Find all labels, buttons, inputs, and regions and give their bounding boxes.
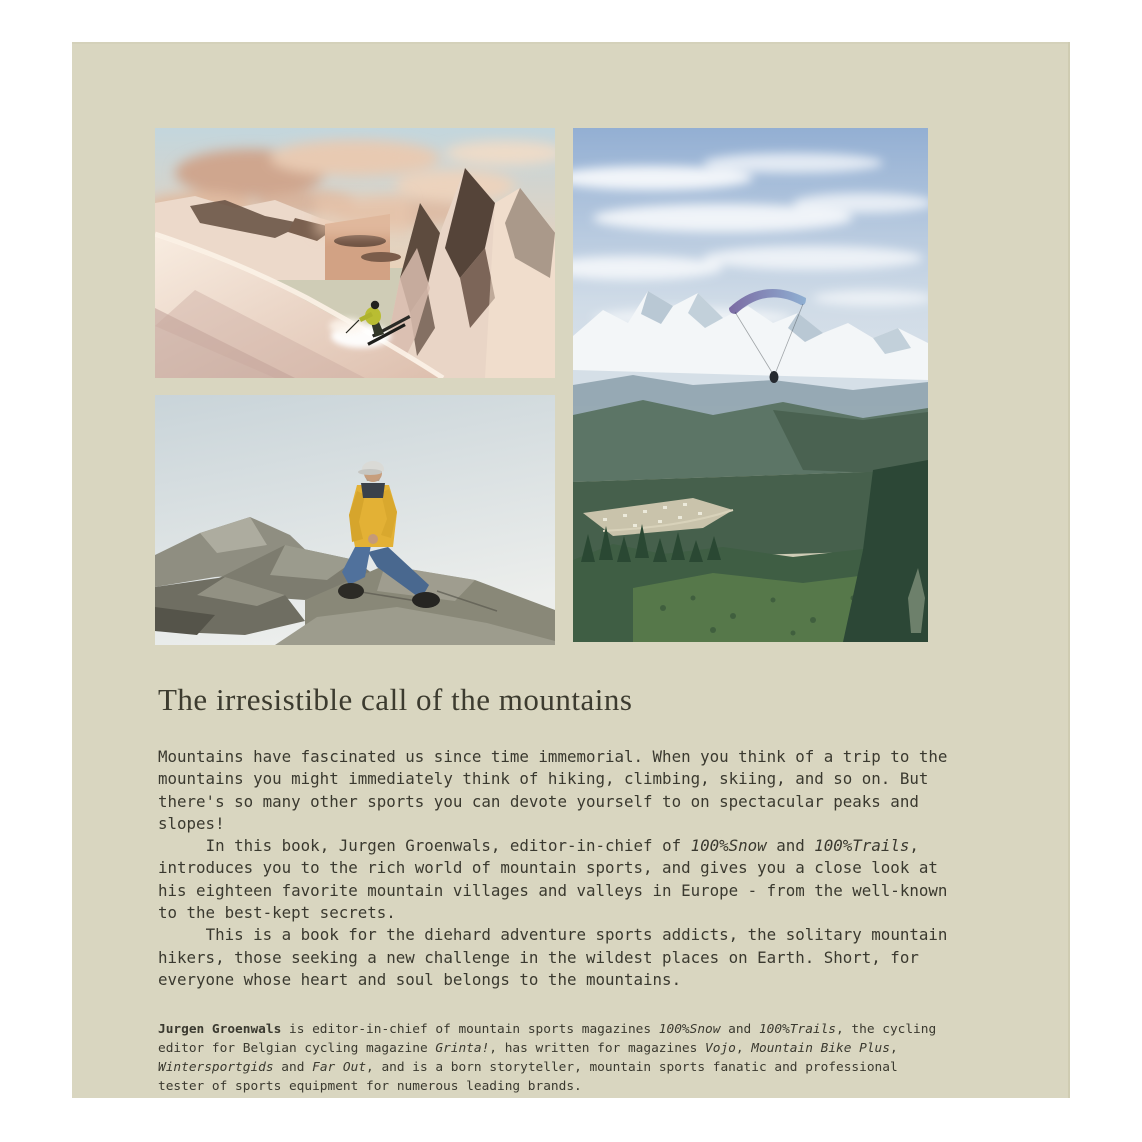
body-paragraph-3: This is a book for the diehard adventure sports addicts, the solitary mountain hikers, those seeking a new challenge in the wildest places on Earth. Short, for everyone whose heart and soul belongs to the mountains. xyxy=(158,925,957,989)
body-paragraph-2: In this book, Jurgen Groenwals, editor-in-chief of 100%Snow and 100%Trails, introduces you to the rich world of mountain sports, and gives you a close look at his eighteen favorite mountain villages and valleys in Europe - from the well-known to the best-kept secrets. xyxy=(158,836,957,923)
page-panel xyxy=(72,42,1070,1098)
paraglider-photo xyxy=(573,128,928,642)
hiker-photo xyxy=(155,395,555,645)
page-title: The irresistible call of the mountains xyxy=(158,682,633,717)
body-text xyxy=(158,746,957,991)
skier-photo xyxy=(155,128,555,378)
paraglider-pilot xyxy=(770,371,779,383)
body-paragraph-1: Mountains have fascinated us since time immemorial. When you think of a trip to the mountains you might immediately think of hiking, climbing, skiing, and so on. But there's so many other sports you can devote yourself to on spectacular peaks and slopes! xyxy=(158,747,957,833)
author-bio: Jurgen Groenwals is editor-in-chief of mountain sports magazines 100%Snow and 100%Trails, the cycling editor for Belgian cycling magazine Grinta!, has written for magazines Vojo, Mountain Bike Plus, Wintersportgids and Far Out, and is a born storyteller, mountain sports fanatic and professional tester of sports equipment for numerous leading brands. xyxy=(158,1022,944,1094)
